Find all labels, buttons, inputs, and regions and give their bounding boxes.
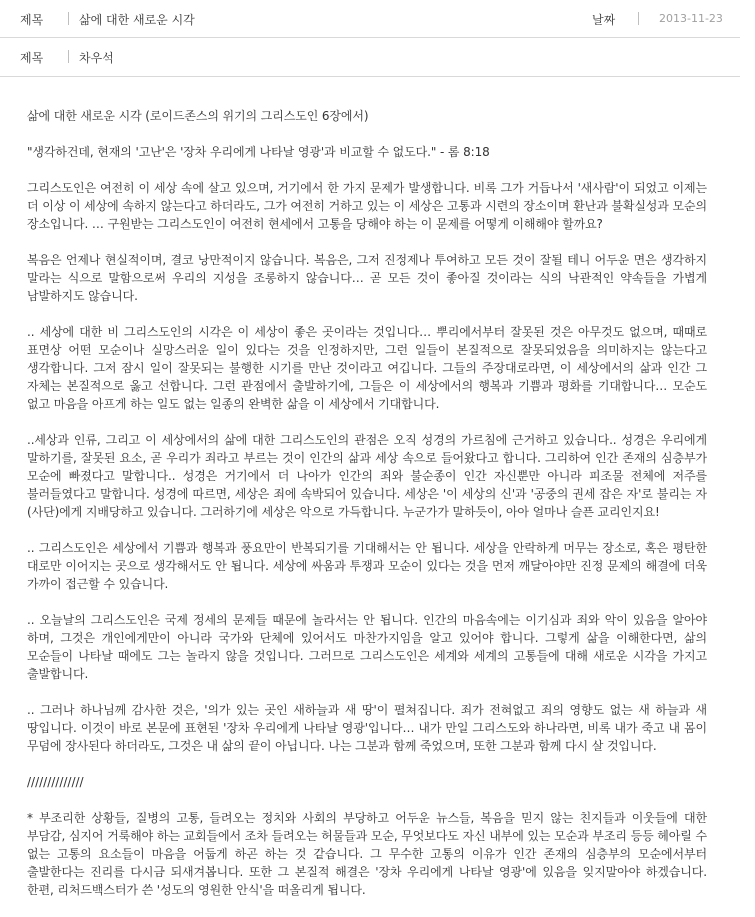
post-header xyxy=(0,0,740,77)
section-divider: ////////////// xyxy=(27,775,84,789)
author-separator xyxy=(68,50,69,63)
title-row xyxy=(0,0,740,38)
author-label: 제목 xyxy=(20,51,44,65)
post-date: 2013-11-23 xyxy=(659,12,723,25)
date-separator xyxy=(638,12,639,25)
post-title: 삶에 대한 새로운 시각 xyxy=(79,13,195,27)
article-body xyxy=(27,107,707,917)
article-paragraph: .. 세상에 대한 비 그리스도인의 시각은 이 세상이 좋은 곳이라는 것입니다… 뿌리에서부터 잘못된 것은 아무것도 없으며, 때때로 표면상 어떤 모순이나 실망스러운 일이 있다는 것을 인정하지만, 그런 일들이 본질적으로 잘못되었음을 의미하지는 않는다고 생각합니다. 그저 잠시 일이 잘못되는 불행한 시기를 만난 것이라고 여깁니다. 그들의 주장대로라면, 이 세상에서의 삶과 인간 그 자체는 본질적으로 옳고 선합니다. 그런 관점에서 출발하기에, 그들은 이 세상에서의 행복과 기쁨과 평화를 기대합니다… 모순도 없고 마음을 아프게 하는 일도 없는 일종의 완벽한 삶을 이 세상에서 기대합니다. xyxy=(27,325,707,411)
post-author: 차우석 xyxy=(79,51,114,65)
author-row xyxy=(0,38,740,77)
title-separator xyxy=(68,12,69,25)
article-quote: "생각하건데, 현재의 '고난'은 '장차 우리에게 나타날 영광'과 비교할 수 없도다." - 롬 8:18 xyxy=(27,145,490,159)
article-paragraph: * 부조리한 상황들, 질병의 고통, 들려오는 정치와 사회의 부당하고 어두운 뉴스들, 복음을 믿지 않는 친지들과 이웃들에 대한 부담감, 심지어 거룩해야 하는 교회들에서 조차 들려오는 허물들과 모순, 무엇보다도 자신 내부에 있는 모순과 부조리 등등 헤아릴 수 없는 고통의 요소들이 마음을 어둡게 하곤 하는 것 같습니다. 그 무수한 고통의 이유가 인간 존재의 심층부의 모순에서부터 출발한다는 진리를 다시금 되새겨봅니다. 또한 그 본질적 해결은 '장차 우리에게 나타날 영광'에 있음을 잊지말아야 하겠습니다. 한편, 리처드백스터가 쓴 '성도의 영원한 안식'을 떠올리게 됩니다. xyxy=(27,811,707,897)
article-paragraph: 복음은 언제나 현실적이며, 결코 낭만적이지 않습니다. 복음은, 그저 진정제나 투여하고 모든 것이 잘될 테니 어두운 면은 생각하지 말라는 식으로 말함으로써 우리의 지성을 조롱하지 않습니다… 곧 모든 것이 좋아질 것이라는 식의 낙관적인 약속들을 가볍게 남발하지도 않습니다. xyxy=(27,253,707,303)
article-paragraph: 그리스도인은 여전히 이 세상 속에 살고 있으며, 거기에서 한 가지 문제가 발생합니다. 비록 그가 거듭나서 '새사람'이 되었고 이제는 더 이상 이 세상에 속하지 않는다고 하더라도, 그가 여전히 거하고 있는 이 세상은 고통과 시련의 장소이며 환난과 불확실성과 모순의 장소입니다. … 구원받는 그리스도인이 여전히 현세에서 고통을 당해야 하는 이 문제를 어떻게 이해해야 할까요? xyxy=(27,181,707,231)
title-label: 제목 xyxy=(20,13,44,27)
article-paragraph: ..세상과 인류, 그리고 이 세상에서의 삶에 대한 그리스도인의 관점은 오직 성경의 가르침에 근거하고 있습니다.. 성경은 우리에게 말하기를, 잘못된 요소, 곧 우리가 죄라고 부르는 것이 인간의 삶과 세상 속으로 들어왔다고 합니다. 그리하여 인간 존재의 심층부가 모순에 빠졌다고 말합니다.. 성경은 거기에서 더 나아가 인간의 죄와 불순종이 인간 자신뿐만 아니라 피조물 전체에 저주를 불러들였다고 말합니다. 성경에 따르면, 세상은 죄에 속박되어 있습니다. 세상은 '이 세상의 신'과 '공중의 권세 잡은 자'로 불리는 자(사단)에게 지배당하고 있습니다. 그러하기에 세상은 악으로 가득합니다. 누군가가 말하듯이, 아아 얼마나 슬픈 교리인지요! xyxy=(27,433,707,519)
date-label: 날짜 xyxy=(592,13,616,27)
article-heading: 삶에 대한 새로운 시각 (로이드존스의 위기의 그리스도인 6장에서) xyxy=(27,109,369,123)
article-paragraph: .. 그리스도인은 세상에서 기쁨과 행복과 풍요만이 반복되기를 기대해서는 안 됩니다. 세상을 안락하게 머무는 장소로, 혹은 평탄한 대로만 이어지는 곳으로 생각해서도 안 됩니다. 세상에 싸움과 투쟁과 모순이 있다는 것을 먼저 깨달아야만 진정 문제의 해결에 더욱 가까이 접근할 수 있습니다. xyxy=(27,541,707,591)
article-paragraph: .. 오늘날의 그리스도인은 국제 정세의 문제들 때문에 놀라서는 안 됩니다. 인간의 마음속에는 이기심과 죄와 악이 있음을 알아야 하며, 그것은 개인에게만이 아니라 국가와 단체에 있어서도 마찬가지임을 알고 있어야 합니다. 그렇게 삶을 이해한다면, 삶의 모순들이 나타날 때에도 그는 놀라지 않을 것입니다. 그러므로 그리스도인은 세계와 세계의 고통들에 대해 새로운 시각을 가지고 출발합니다. xyxy=(27,613,707,681)
article-paragraph: .. 그러나 하나님께 감사한 것은, '의가 있는 곳인 새하늘과 새 땅'이 펼쳐집니다. 죄가 전혀없고 죄의 영향도 없는 새 하늘과 새 땅입니다. 이것이 바로 본문에 표현된 '장차 우리에게 나타날 영광'입니다… 내가 만일 그리스도와 하나라면, 비록 내가 죽고 내 몸이 무덤에 장사된다 하더라도, 그것은 내 삶의 끝이 아닙니다. 나는 그분과 함께 죽었으며, 또한 그분과 함께 다시 살 것입니다. xyxy=(27,703,707,753)
